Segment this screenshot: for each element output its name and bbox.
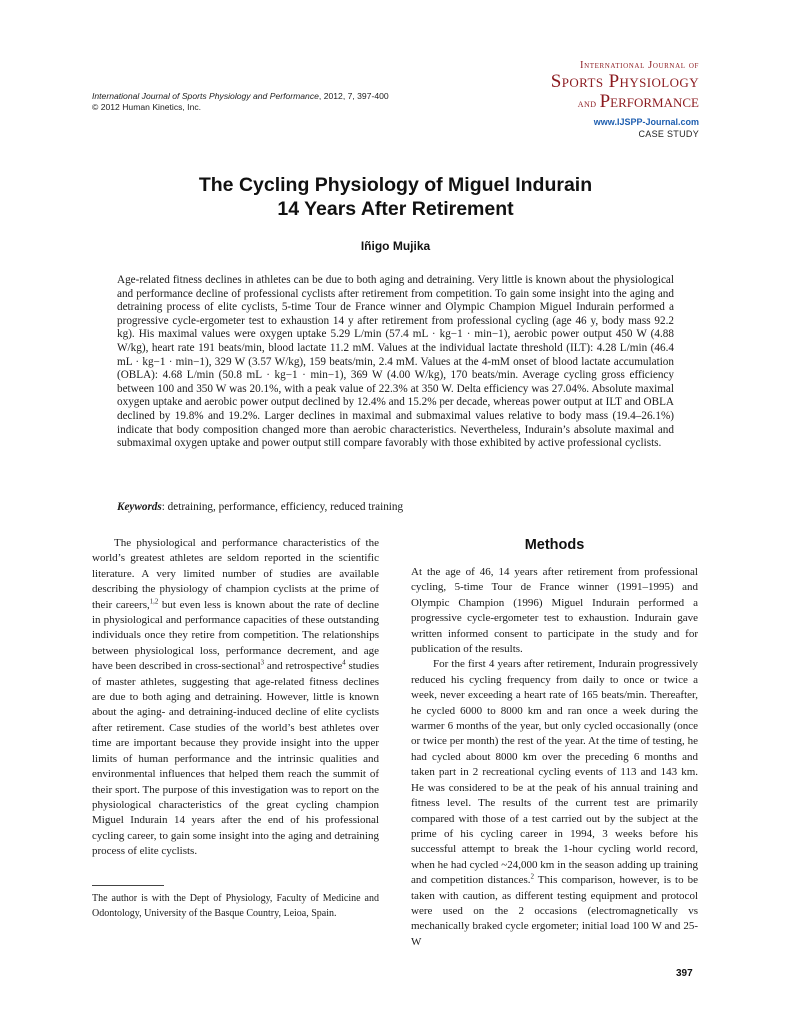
masthead-line2: Sports Physiology [550,71,699,92]
methods-column [411,536,698,950]
footnote-divider [92,885,164,886]
citation-ref[interactable]: 4 [342,659,346,667]
keywords-list: : detraining, performance, efficiency, reduced training [161,501,404,513]
article-type: CASE STUDY [638,129,699,139]
citation-line [92,91,389,102]
masthead-and: and [577,98,597,110]
intro-text-a: The physiological and performance characteristics of the world’s greatest athletes are seldom reported in the scientific literature. A very limited number of studies are available describing the physiology of champion cyclists at the prime of their careers, [92,537,379,611]
journal-masthead [551,60,699,140]
article-title [0,173,791,221]
intro-text-c: and retrospective [264,660,343,673]
citation-ref[interactable]: 3 [260,659,265,667]
citation-journal: International Journal of Sports Physiology and Performance [92,91,319,101]
masthead-line3 [551,92,699,114]
citation-ref[interactable]: 2 [530,873,534,881]
abstract: Age-related fitness declines in athletes can be due to both aging and detraining. Very little is known about the physiological and performance decline of professional cyclists after retirement from competition. To gain some insight into the aging and detraining process of elite cyclists, 5-time Tour de France winner and Olympic Champion Miguel Indurain performed a progressive cycle-ergometer test to exhaustion 14 y after retirement from professional cycling (age 46 y, body mass 92.2 kg). His maximal values were oxygen uptake 5.29 L/min (57.4 mL · kg−1 · min−1), aerobic power output 450 W (4.88 W/kg), heart rate 191 beats/min, blood lactate 11.2 mM. Values at the individual lactate threshold (ILT): 4.28 L/min (46.4 mL · kg−1 · min−1), 329 W (3.57 W/kg), 159 beats/min, 2.4 mM. Values at the 4-mM onset of blood lactate accumulation (OBLA): 4.68 L/min (50.8 mL · kg−1 · min−1), 369 W (4.00 W/kg), 170 beats/min. Average cycling gross efficiency between 100 and 350 W was 20.1%, with a peak value of 22.3% at 350 W. Delta efficiency was 27.04%. Absolute maximal oxygen uptake and aerobic power output declined by 12.4% and 15.2% per decade, whereas power output at ILT and OBLA declined by 19.8% and 19.2%. Larger declines in maximal and submaximal values relative to body mass (19.4–26.1%) indicate that body composition changed more than aerobic characteristics. Nevertheless, Indurain’s absolute maximal and submaximal oxygen uptake and power output still compare favorably with those exhibited by active professional cyclists. [117,274,674,450]
introduction-column [92,536,379,860]
citation-issue: , 2012, 7, 397-400 [318,91,389,101]
intro-text-d: studies of master athletes, suggesting that age-related fitness declines are due to both aging and detraining. However, little is known about the aging- and detraining-induced decline of elite cyclists after retirement. Case studies of the world’s best athletes over time are important because they provide insight into the upper limits of human performance and the intrinsic qualities and environmental influences that helped them reach the summit of their sport. The purpose of this investigation was to report on the physiological characteristics of the great cycling champion Miguel Indurain 14 years after the end of his professional cycling career, to gain some insight into the aging and detraining process of elite cyclists. [92,660,380,858]
author-affiliation-footnote: The author is with the Dept of Physiology, Faculty of Medicine and Odontology, University of the Basque Country, Leioa, Spain. [92,893,379,919]
title-line2: 14 Years After Retirement [277,198,514,220]
page-number: 397 [676,968,693,979]
methods-paragraph-1: At the age of 46, 14 years after retirement from professional cycling, 5-time Tour de France winner (1991–1995) and Olympic Champion (1996) Miguel Indurain performed a progressive cycle-ergometer test to exhaustion. Indurain gave written informed consent to participate in the study and for publication of the results. [411,566,698,656]
methods-paragraph-2 [411,657,698,950]
methods-text-b: This comparison, however, is to be taken with caution, as different testing equipment and protocol were used on the 2 occasions (electromagnetically vs mechanically braked cycle ergometer; initial load 100 W and 25-W [411,874,699,948]
methods-heading: Methods [524,537,585,553]
journal-url-link[interactable]: www.IJSPP-Journal.com [593,117,699,127]
copyright: © 2012 Human Kinetics, Inc. [92,102,202,112]
keywords-label: Keywords [117,501,162,513]
masthead-performance: Performance [599,91,699,112]
citation-ref[interactable]: 1,2 [149,597,159,605]
intro-text-b: but even less is known about the rate of decline in physiological and performance capacities of these outstanding individuals once they retire from competition. The relationships between physiological loss, performance decrement, and age have been described in cross-sectional [92,598,379,673]
intro-paragraph [92,536,379,860]
methods-text-a: For the first 4 years after retirement, Indurain progressively reduced his cycling frequency from daily to once or twice a week, never exceeding a heart rate of 165 beats/min. Thereafter, he cycled 6000 to 8000 km and ran once a week during the warmer 6 months of the year, but only cycled occasionally (once or twice per month) the rest of the year. At the time of testing, he had cycled about 8000 km over the preceding 6 months and taken part in 2 recreational cycling events of 113 and 143 km. He was considered to be at the peak of his annual training and fitness level. The results of the current test are primarily compared with those of a test carried out by the subject at the prime of his cycling career in 1994, 3 weeks before his successful attempt to break the 1-hour cycling world record, when he had cycled ~24,000 km in the season adding up training and competition distances. [411,658,698,887]
keywords [117,500,674,514]
masthead-line1: International Journal of [579,60,699,71]
author-name: Iñigo Mujika [360,239,431,253]
title-line1: The Cycling Physiology of Miguel Indurain [198,174,593,196]
citation-block [92,91,389,113]
